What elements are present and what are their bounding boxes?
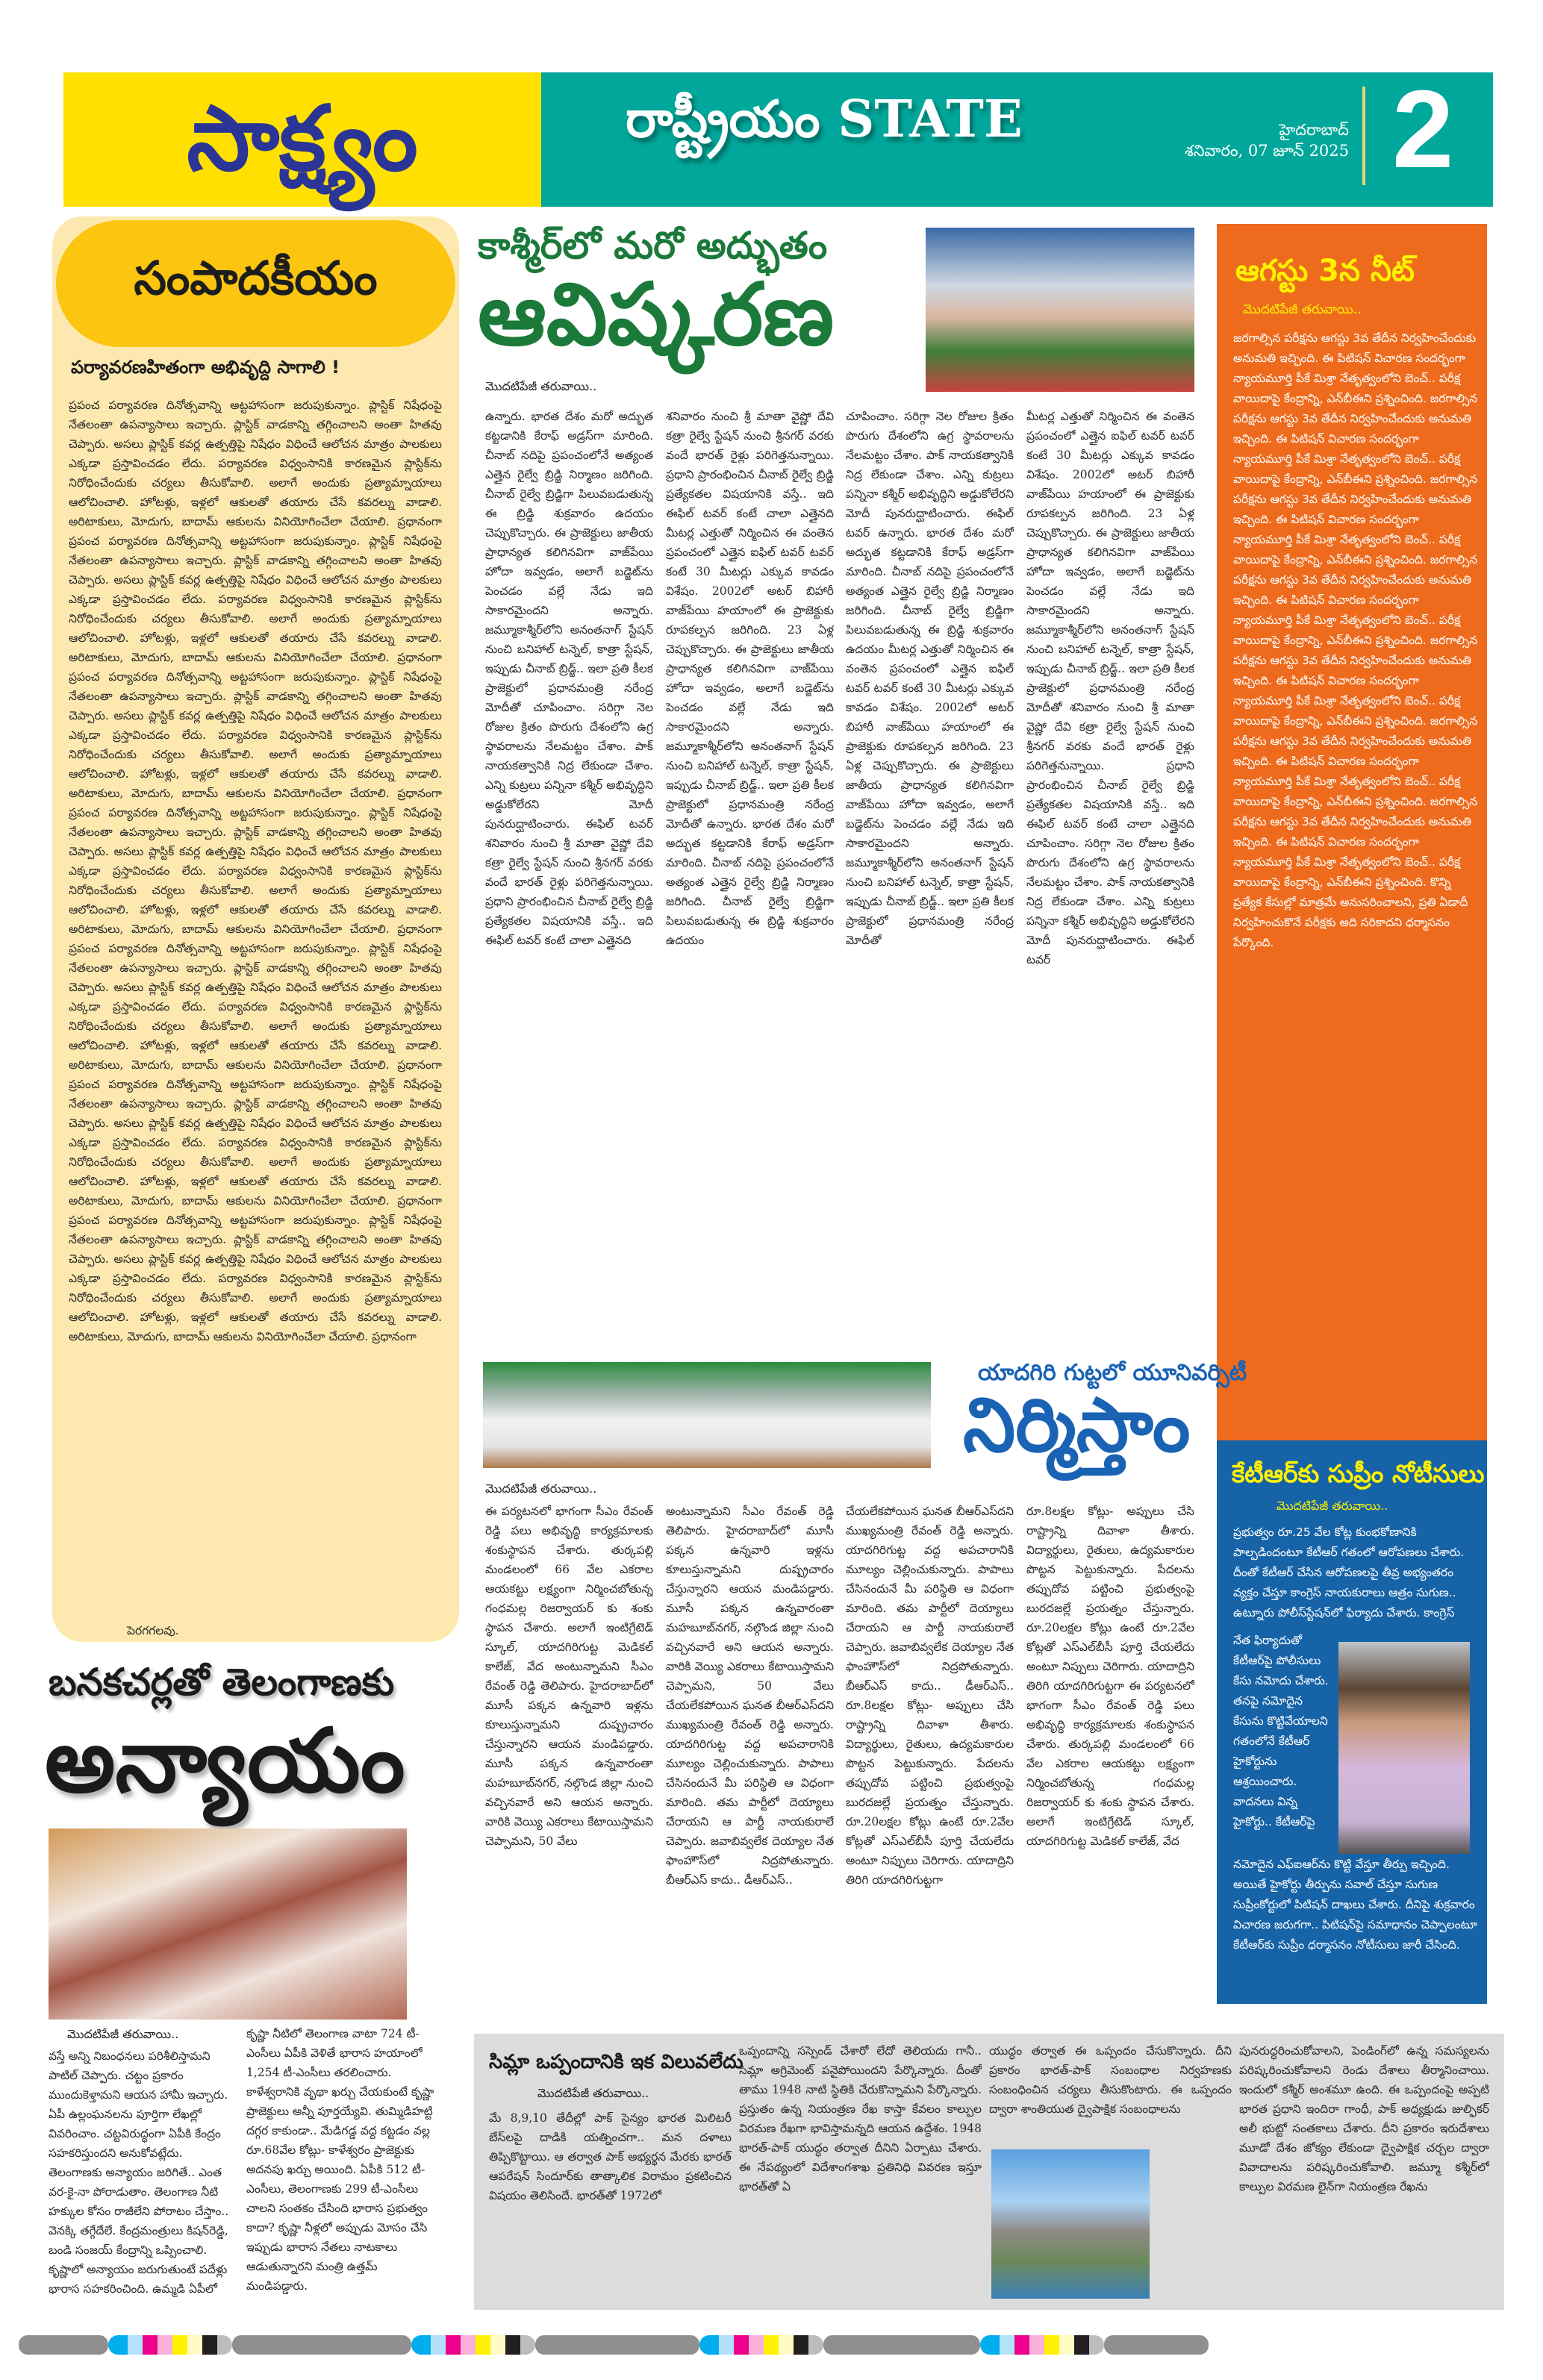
- editorial-text-repeat: ప్రపంచ పర్యావరణ దినోత్సవాన్ని అట్టహాసంగా జరుపుకున్నాం. ప్లాస్టిక్ నిషేధంపై నేతలంతా ఉపన్యాసాలు ఇచ్చారు. ప్లాస్టిక్ వాడకాన్ని తగ్గించాలని అంతా హితవు చెప్పారు. అసలు ప్లాస్టిక్ కవర్ల ఉత్పత్తిపై నిషేధం విధించే ఆలోచన మాత్రం పాలకులు ఎక్కడా ప్రస్తావించడం లేదు. పర్యావరణ విధ్వంసానికి కారణమైన ప్లాస్టిక్‌ను నిరోధించేందుకు చర్యలు తీసుకోవాలి. అలాగే అందుకు ప్రత్యామ్నాయాలు ఆలోచించాలి. హోటళ్లు, ఇళ్లలో ఆకులతో తయారు చేసే కవరల్ను వాడాలి. అరిటాకులు, మోదుగు, బాదామ్ ఆకులను వినియోగించేలా చేయాలి. ప్రధానంగా: [69, 942, 442, 1072]
- editorial-label-pill: [56, 220, 455, 347]
- registration-color-swatch: [1059, 2335, 1074, 2355]
- registration-color-swatch: [143, 2335, 158, 2355]
- uni-col-text: రూ.8లక్షల కోట్లు- అప్పులు చేసి రాష్ట్రాన్ని దివాళా తీశారు. విద్యార్థులు, రైతులు, ఉద్యమకారుల పొట్టన పెట్టుకున్నారు. పేదలను తప్పుదోవ పట్టించి ప్రభుత్వంపై బురదజల్లే ప్రయత్నం చేస్తున్నారు. రూ.20లక్షల కోట్లు ఉంటే రూ.2వేల కోట్లతో ఎస్ఎల్‌బీసీ పూర్తి చేయలేదు అంటూ నిప్పులు చెరిగారు. యాదాద్రిని తిరిగి యాదగిరిగుట్టగా: [1026, 1505, 1194, 1693]
- ktr-ending: నమోదైన ఎఫ్ఐఆర్‌ను కొట్టి వేస్తూ తీర్పు ఇచ్చింది. అయితే హైకోర్టు తీర్పును సవాల్ చేస్తూ సుగుణ సుప్రీంకోర్టులో పిటిషన్ దాఖలు చేశారు. దీనిపై శుక్రవారం విచారణ జరుగగా.. పిటిషన్‌పై సమాధానం చెప్పాలంటూ కేటీఆర్‌కు సుప్రీం ధర్మాసనం నోటీసులు జారీ చేసింది.: [1233, 1858, 1477, 1952]
- registration-color-swatch: [476, 2335, 490, 2355]
- registration-color-swatch: [1029, 2335, 1044, 2355]
- neet-text: జరగాల్సిన పరీక్షను ఆగస్టు 3వ తేదీన నిర్వహించేందుకు అనుమతి ఇచ్చింది. ఈ పిటిషన్ విచారణ సందర్భంగా న్యాయమూర్తి పీకే మిశ్రా నేతృత్వంలోని బెంచ్.. పరీక్ష వాయిదాపై కేంద్రాన్ని, ఎన్‌బీఈని ప్రశ్నించింది.: [1233, 392, 1478, 486]
- lead-photo: [926, 228, 1194, 392]
- logo-text: సాక్ష్యం: [187, 87, 418, 191]
- uni-col-text: అంటున్నామని సీఎం రేవంత్ రెడ్డి తెలిపారు. హైదరాబాద్‌లో మూసీ పక్కన ఉన్నవారి ఇళ్లను కూలుస్తున్నామని దుష్ప్రచారం చేస్తున్నారని ఆయన మండిపడ్డారు. మూసీ పక్కన ఉన్నవారంతా మహబూబ్‌నగర్, నల్గొండ జిల్లా నుంచి వచ్చినవారే అని ఆయన అన్నారు. వారికి వెయ్యి ఎకరాలు కేటాయిస్తామని చెప్పామని, 50 వేలు: [485, 1660, 653, 1848]
- banakacherla-column-2: కృష్ణా నీటిలో తెలంగాణ వాటా 724 టీ-ఎంసీలు ఏపీకి వెళితే భారాస హయాంలో 1,254 టీ-ఎంసీలు తరలించారు. కాళేశ్వరానికి వృథా ఖర్చు చేయకుంటే కృష్ణా ప్రాజెక్టులు అన్నీ పూర్తయ్యేవి. తుమ్మిడిహట్టి దగ్గర కాకుండా.. మేడిగడ్డ వద్ద కట్టడం వల్ల రూ.68వేల కోట్లు- కాళేశ్వరం ప్రాజెక్టుకు అదనపు ఖర్చు అయింది. ఏపీకి 512 టీ-ఎంసీలు, తెలంగాణకు 299 టీ-ఎంసీలు చాలని సంతకం చేసింది భారాస ప్రభుత్వం కాదా? కృష్ణా నీళ్లలో అప్పుడు మోసం చేసి ఇప్పుడు భారాస నేతలు నాటకాలు ఆడుతున్నారని మంత్రి ఉత్తమ్ మండిపడ్డారు.: [246, 2027, 434, 2293]
- editorial-text-repeat: ప్రపంచ పర్యావరణ దినోత్సవాన్ని అట్టహాసంగా జరుపుకున్నాం. ప్లాస్టిక్ నిషేధంపై నేతలంతా ఉపన్యాసాలు ఇచ్చారు. ప్లాస్టిక్ వాడకాన్ని తగ్గించాలని అంతా హితవు చెప్పారు. అసలు ప్లాస్టిక్ కవర్ల ఉత్పత్తిపై నిషేధం విధించే ఆలోచన మాత్రం పాలకులు ఎక్కడా ప్రస్తావించడం లేదు. పర్యావరణ విధ్వంసానికి కారణమైన ప్లాస్టిక్‌ను నిరోధించేందుకు చర్యలు తీసుకోవాలి. అలాగే అందుకు ప్రత్యామ్నాయాలు ఆలోచించాలి. హోటళ్లు, ఇళ్లలో ఆకులతో తయారు చేసే కవరల్ను వాడాలి. అరిటాకులు, మోదుగు, బాదామ్ ఆకులను వినియోగించేలా చేయాలి. ప్రధానంగా: [69, 1078, 442, 1208]
- registration-grey-block: [1104, 2335, 1209, 2355]
- simla-column-1: మే 8,9,10 తేదీల్లో పాక్ సైన్యం భారత మిలిటరీ బేస్‌లపై దాడికి యత్నించగా.. మన దళాలు తిప్పికొట్టాయి. ఆ తర్వాత పాక్ అభ్యర్థన మేరకు భారత్ ఆపరేషన్ సిందూర్‌కు తాత్కాలిక విరామం ప్రకటించిన విషయం తెలిసిందే. భారత్‌తో 1972లో: [489, 2111, 732, 2202]
- ktr-continued: మొదటిపేజీ తరువాయి..: [1277, 1499, 1388, 1513]
- simla-photo: [991, 2149, 1150, 2299]
- masthead-logo: [63, 72, 541, 207]
- registration-color-swatch: [217, 2335, 232, 2355]
- banakacherla-headline: అన్యాయం: [45, 1709, 405, 1812]
- banakacherla-continued: మొదటిపేజీ తరువాయి..: [67, 2027, 179, 2041]
- registration-color-swatch: [808, 2335, 823, 2355]
- registration-color-swatch: [749, 2335, 764, 2355]
- editorial-text-repeat: ప్రపంచ పర్యావరణ దినోత్సవాన్ని అట్టహాసంగా జరుపుకున్నాం. ప్లాస్టిక్ నిషేధంపై నేతలంతా ఉపన్యాసాలు ఇచ్చారు. ప్లాస్టిక్ వాడకాన్ని తగ్గించాలని అంతా హితవు చెప్పారు. అసలు ప్లాస్టిక్ కవర్ల ఉత్పత్తిపై నిషేధం విధించే ఆలోచన మాత్రం పాలకులు ఎక్కడా ప్రస్తావించడం లేదు. పర్యావరణ విధ్వంసానికి కారణమైన ప్లాస్టిక్‌ను నిరోధించేందుకు చర్యలు తీసుకోవాలి. అలాగే అందుకు ప్రత్యామ్నాయాలు ఆలోచించాలి. హోటళ్లు, ఇళ్లలో ఆకులతో తయారు చేసే కవరల్ను వాడాలి. అరిటాకులు, మోదుగు, బాదామ్ ఆకులను వినియోగించేలా చేయాలి. ప్రధానంగా: [69, 806, 442, 936]
- neet-headline: ఆగస్టు 3న నీట్: [1235, 254, 1415, 288]
- uni-col-text: రూ.8లక్షల కోట్లు- అప్పులు చేసి రాష్ట్రాన్ని దివాళా తీశారు. విద్యార్థులు, రైతులు, ఉద్యమకారుల పొట్టన పెట్టుకున్నారు. పేదలను తప్పుదోవ పట్టించి ప్రభుత్వంపై బురదజల్లే ప్రయత్నం చేస్తున్నారు. రూ.20లక్షల కోట్లు ఉంటే రూ.2వేల కోట్లతో ఎస్ఎల్‌బీసీ పూర్తి చేయలేదు అంటూ నిప్పులు చెరిగారు. యాదాద్రిని తిరిగి యాదగిరిగుట్టగా: [846, 1699, 1014, 1887]
- neet-text: జరగాల్సిన పరీక్షను ఆగస్టు 3వ తేదీన నిర్వహించేందుకు అనుమతి ఇచ్చింది. ఈ పిటిషన్ విచారణ సందర్భంగా న్యాయమూర్తి పీకే మిశ్రా నేతృత్వంలోని బెంచ్.. పరీక్ష వాయిదాపై కేంద్రాన్ని, ఎన్‌బీఈని ప్రశ్నించింది.: [1233, 795, 1478, 889]
- registration-color-swatch: [461, 2335, 476, 2355]
- neet-continued: మొదటిపేజీ తరువాయి..: [1243, 302, 1362, 317]
- lead-col-text: చూపించాం. సరిగ్గా నెల రోజుల క్రితం పొరుగు దేశంలోని ఉగ్ర స్థావరాలను నేలమట్టం చేశాం. పాక్ నాయకత్వానికి నిద్ర లేకుండా చేశాం. ఎన్ని కుట్రలు పన్నినా కశ్మీర్ అభివృద్ధిని అడ్డుకోలేరని మోదీ పునరుద్ఘాటించారు. ఈఫిల్ టవర్: [1026, 837, 1194, 966]
- lead-continued: మొదటిపేజీ తరువాయి..: [485, 379, 597, 393]
- registration-color-swatch: [734, 2335, 749, 2355]
- lead-col-text: చూపించాం. సరిగ్గా నెల రోజుల క్రితం పొరుగు దేశంలోని ఉగ్ర స్థావరాలను నేలమట్టం చేశాం. పాక్ నాయకత్వానికి నిద్ర లేకుండా చేశాం. ఎన్ని కుట్రలు పన్నినా కశ్మీర్ అభివృద్ధిని అడ్డుకోలేరని మోదీ పునరుద్ఘాటించారు. ఈఫిల్ టవర్: [485, 701, 653, 831]
- lead-column-4: [1026, 407, 1194, 1325]
- university-continued: మొదటిపేజీ తరువాయి..: [485, 1481, 597, 1496]
- editorial-text-repeat: ప్రపంచ పర్యావరణ దినోత్సవాన్ని అట్టహాసంగా జరుపుకున్నాం. ప్లాస్టిక్ నిషేధంపై నేతలంతా ఉపన్యాసాలు ఇచ్చారు. ప్లాస్టిక్ వాడకాన్ని తగ్గించాలని అంతా హితవు చెప్పారు. అసలు ప్లాస్టిక్ కవర్ల ఉత్పత్తిపై నిషేధం విధించే ఆలోచన మాత్రం పాలకులు ఎక్కడా ప్రస్తావించడం లేదు. పర్యావరణ విధ్వంసానికి కారణమైన ప్లాస్టిక్‌ను నిరోధించేందుకు చర్యలు తీసుకోవాలి. అలాగే అందుకు ప్రత్యామ్నాయాలు ఆలోచించాలి. హోటళ్లు, ఇళ్లలో ఆకులతో తయారు చేసే కవరల్ను వాడాలి. అరిటాకులు, మోదుగు, బాదామ్ ఆకులను వినియోగించేలా చేయాలి. ప్రధానంగా: [69, 1214, 442, 1343]
- lead-col-text: ఉన్నారు. భారత దేశం మరో అద్భుత కట్టడానికి కేరాఫ్ అడ్రస్‌గా మారింది. చీనాబ్ నదిపై ప్రపంచంలోనే అత్యంత ఎత్తైన రైల్వే బ్రిడ్జి నిర్మాణం జరిగింది. చీనాబ్ రైల్వే బ్రిడ్జిగా పిలువబడుతున్న ఈ బ్రిడ్జి శుక్రవారం ఉదయం: [485, 410, 653, 520]
- uni-col-text: ఈ పర్యటనలో భాగంగా సీఎం రేవంత్ రెడ్డి పలు అభివృద్ధి కార్యక్రమాలకు శంకుస్థాపన చేశారు. తుర్కపల్లి మండలంలో 66 వేల ఎకరాల ఆయకట్టు లక్ష్యంగా నిర్మించబోతున్న గంధమల్ల రిజర్వాయర్ కు శంకు స్థాపన చేశారు. అలాగే ఇంటిగ్రేటెడ్ స్కూల్, యాదగిరిగుట్ట మెడికల్ కాలేజ్, వేద: [1026, 1679, 1194, 1848]
- lead-col-text: ఉన్నారు. భారత దేశం మరో అద్భుత కట్టడానికి కేరాఫ్ అడ్రస్‌గా మారింది. చీనాబ్ నదిపై ప్రపంచంలోనే అత్యంత ఎత్తైన రైల్వే బ్రిడ్జి నిర్మాణం జరిగింది. చీనాబ్ రైల్వే బ్రిడ్జిగా పిలువబడుతున్న ఈ బ్రిడ్జి శుక్రవారం ఉదయం: [846, 526, 1014, 656]
- registration-color-swatch: [202, 2335, 217, 2355]
- page-number: 2: [1392, 68, 1454, 191]
- lead-col-text: శనివారం నుంచి శ్రీ మాతా వైష్ణో దేవి కత్రా రైల్వే స్టేషన్ నుంచి శ్రీనగర్ వరకు వందే భారత్ రైళ్లు పరిగెత్తనున్నాయి. ప్రధాని ప్రారంభించిన చీనాబ్ రైల్వే బ్రిడ్జి ప్రత్యేకతల విషయానికి వస్తే.. ఇది ఈఫిల్ టవర్ కంటే చాలా ఎత్తైనది: [666, 410, 834, 520]
- registration-color-swatch: [446, 2335, 461, 2355]
- lead-col-text: చెప్పుకొచ్చారు. ఈ ప్రాజెక్టులు జాతీయ ప్రాధాన్యత కలిగినవిగా వాజ్‌పేయి హోదా ఇవ్వడం, అలాగే బడ్జెట్‌ను పెంచడం వల్లే నేడు ఇది సాకారమైందని అన్నారు. జమ్మూకాశ్మీర్‌లోని అనంతనాగ్ స్టేషన్ నుంచి బనిహాల్ టన్నెల్, కాత్రా స్టేషన్, ఇప్పుడు చీనాబ్ బ్రిడ్జ్.. ఇలా ప్రతి కీలక ప్రాజెక్టులో ప్రధానమంత్రి నరేంద్ర మోదీతో: [666, 643, 834, 831]
- registration-color-swatch: [431, 2335, 446, 2355]
- city: హైదరాబాద్: [1279, 121, 1349, 139]
- registration-grey-block: [535, 2335, 699, 2355]
- banakacherla-photo: [49, 1828, 407, 2020]
- registration-color-swatch: [980, 2335, 1000, 2355]
- uni-col-text: చేయలేకపోయిన ఘనత బీఆర్ఎస్‌దని ముఖ్యమంత్రి రేవంత్ రెడ్డి అన్నారు. యాదగిరిగుట్ట వద్ద అపచారానికి మూల్యం చెల్లించుకున్నారు. పాపాలు చేసినందునే మీ పరిస్థితి ఆ విధంగా మారింది. తమ పార్టీలో దెయ్యాలు చేరాయని ఆ పార్టీ నాయకురాలే చెప్పారు. జవాబివ్వలేక దెయ్యాల నేత ఫాంహౌస్‌లో నిద్రపోతున్నారు. బీఆర్ఎస్ కాదు.. డీఆర్ఎస్..: [666, 1699, 834, 1887]
- university-column-3: [846, 1502, 1014, 2017]
- dateline: [1185, 119, 1349, 162]
- registration-color-swatch: [764, 2335, 779, 2355]
- registration-grey-block: [232, 2335, 411, 2355]
- lead-column-2: [666, 407, 834, 1325]
- ktr-photo: [1338, 1642, 1470, 1854]
- date: శనివారం, 07 జూన్ 2025: [1185, 142, 1349, 160]
- neet-text: జరగాల్సిన పరీక్షను ఆగస్టు 3వ తేదీన నిర్వహించేందుకు అనుమతి ఇచ్చింది. ఈ పిటిషన్ విచారణ సందర్భంగా న్యాయమూర్తి పీకే మిశ్రా నేతృత్వంలోని బెంచ్.. పరీక్ష వాయిదాపై కేంద్రాన్ని, ఎన్‌బీఈని ప్రశ్నించింది.: [1233, 634, 1478, 728]
- simla-continued: మొదటిపేజీ తరువాయి..: [537, 2086, 649, 2100]
- neet-text: జరగాల్సిన పరీక్షను ఆగస్టు 3వ తేదీన నిర్వహించేందుకు అనుమతి ఇచ్చింది. ఈ పిటిషన్ విచారణ సందర్భంగా న్యాయమూర్తి పీకే మిశ్రా నేతృత్వంలోని బెంచ్.. పరీక్ష వాయిదాపై కేంద్రాన్ని, ఎన్‌బీఈని ప్రశ్నించింది.: [1233, 472, 1478, 566]
- university-column-1: [485, 1502, 653, 2017]
- registration-color-swatch: [1014, 2335, 1029, 2355]
- registration-color-swatch: [505, 2335, 520, 2355]
- lead-headline: ఆవిష్కరణ: [478, 265, 835, 365]
- lead-col-text: ఉన్నారు. భారత దేశం మరో అద్భుత కట్టడానికి కేరాఫ్ అడ్రస్‌గా మారింది. చీనాబ్ నదిపై ప్రపంచంలోనే అత్యంత ఎత్తైన రైల్వే బ్రిడ్జి నిర్మాణం జరిగింది. చీనాబ్ రైల్వే బ్రిడ్జిగా పిలువబడుతున్న ఈ బ్రిడ్జి శుక్రవారం ఉదయం: [666, 817, 834, 947]
- university-headline: నిర్మిస్తాం: [963, 1381, 1191, 1469]
- simla-column-4: పునరుద్ధరించుకోవాలని, పెండింగ్‌లో ఉన్న సమస్యలను పరిష్కరించుకోవాలని రెండు దేశాలు తీర్మానించాయి. ఇందులో కశ్మీర్ అంశమూ ఉంది. ఈ ఒప్పందంపై అప్పటి భారత ప్రధాని ఇందిరా గాంధీ, పాక్ అధ్యక్షుడు జుల్ఫికర్ అలీ భుట్టో సంతకాలు చేశారు. దీని ప్రకారం ఇరుదేశాలు మూడో దేశం జోక్యం లేకుండా ద్వైపాక్షిక చర్చల ద్వారా వివాదాలను పరిష్కరించుకోవాలి. జమ్మూ కశ్మీర్‌లో కాల్పుల విరమణ లైన్‌గా నియంత్రణ రేఖను: [1239, 2044, 1489, 2193]
- editorial-text-repeat: ప్రపంచ పర్యావరణ దినోత్సవాన్ని అట్టహాసంగా జరుపుకున్నాం. ప్లాస్టిక్ నిషేధంపై నేతలంతా ఉపన్యాసాలు ఇచ్చారు. ప్లాస్టిక్ వాడకాన్ని తగ్గించాలని అంతా హితవు చెప్పారు. అసలు ప్లాస్టిక్ కవర్ల ఉత్పత్తిపై నిషేధం విధించే ఆలోచన మాత్రం పాలకులు ఎక్కడా ప్రస్తావించడం లేదు. పర్యావరణ విధ్వంసానికి కారణమైన ప్లాస్టిక్‌ను నిరోధించేందుకు చర్యలు తీసుకోవాలి. అలాగే అందుకు ప్రత్యామ్నాయాలు ఆలోచించాలి. హోటళ్లు, ఇళ్లలో ఆకులతో తయారు చేసే కవరల్ను వాడాలి. అరిటాకులు, మోదుగు, బాదామ్ ఆకులను వినియోగించేలా చేయాలి. ప్రధానంగా: [69, 534, 442, 664]
- neet-ending: కొన్ని ప్రత్యేక కేసుల్లో మాత్రమే అనుసరించాలని, ప్రతి ఏడాదీ నిర్వహించుకొనే పరీక్షకు అది సరికాదని ధర్మాసనం పేర్కొంది.: [1233, 875, 1468, 949]
- print-registration-bar: [19, 2334, 1527, 2355]
- registration-grey-block: [823, 2335, 980, 2355]
- lead-col-text: చెప్పుకొచ్చారు. ఈ ప్రాజెక్టులు జాతీయ ప్రాధాన్యత కలిగినవిగా వాజ్‌పేయి హోదా ఇవ్వడం, అలాగే బడ్జెట్‌ను పెంచడం వల్లే నేడు ఇది సాకారమైందని అన్నారు. జమ్మూకాశ్మీర్‌లోని అనంతనాగ్ స్టేషన్ నుంచి బనిహాల్ టన్నెల్, కాత్రా స్టేషన్, ఇప్పుడు చీనాబ్ బ్రిడ్జ్.. ఇలా ప్రతి కీలక ప్రాజెక్టులో ప్రధానమంత్రి నరేంద్ర మోదీతో: [846, 759, 1014, 947]
- lead-col-text: మీటర్ల ఎత్తుతో నిర్మించిన ఈ వంతెన ప్రపంచంలో ఎత్తైన ఐఫిల్ టవర్ టవర్ కంటే 30 మీటర్లు ఎక్కువ కావడం విశేషం. 2002లో అటర్ బిహారీ వాజ్‌పేయి హయాంలో ఈ ప్రాజెక్టుకు రూపకల్పన జరిగింది. 23 ఏళ్ల: [1026, 410, 1194, 520]
- university-kicker: యాదగిరి గుట్టలో యూనివర్సిటీ: [978, 1360, 1247, 1386]
- university-photo: [483, 1362, 931, 1468]
- registration-color-swatch: [128, 2335, 143, 2355]
- uni-col-text: అంటున్నామని సీఎం రేవంత్ రెడ్డి తెలిపారు. హైదరాబాద్‌లో మూసీ పక్కన ఉన్నవారి ఇళ్లను కూలుస్తున్నామని దుష్ప్రచారం చేస్తున్నారని ఆయన మండిపడ్డారు. మూసీ పక్కన ఉన్నవారంతా మహబూబ్‌నగర్, నల్గొండ జిల్లా నుంచి వచ్చినవారే అని ఆయన అన్నారు. వారికి వెయ్యి ఎకరాలు కేటాయిస్తామని చెప్పామని, 50 వేలు: [666, 1505, 834, 1693]
- university-column-2: [666, 1502, 834, 2017]
- registration-color-swatch: [158, 2335, 172, 2355]
- registration-color-swatch: [411, 2335, 431, 2355]
- registration-color-swatch: [520, 2335, 535, 2355]
- simla-column-3: యుద్ధం తర్వాత ఈ ఒప్పందం చేసుకొన్నారు. దీని ప్రకారం భారత్-పాక్ సంబంధాల నిర్వహణకు సంబంధించిన చర్యలు తీసుకొంటారు. ఈ ఒప్పందం ద్వారా శాంతియుత ద్వైపాక్షిక సంబంధాలను: [989, 2044, 1232, 2116]
- lead-col-text: మీటర్ల ఎత్తుతో నిర్మించిన ఈ వంతెన ప్రపంచంలో ఎత్తైన ఐఫిల్ టవర్ టవర్ కంటే 30 మీటర్లు ఎక్కువ కావడం విశేషం. 2002లో అటర్ బిహారీ వాజ్‌పేయి హయాంలో ఈ ప్రాజెక్టుకు రూపకల్పన జరిగింది. 23 ఏళ్ల: [846, 643, 1014, 772]
- registration-color-swatch: [172, 2335, 187, 2355]
- editorial-headline: పర్యావరణహితంగా అభివృద్ది సాగాలి !: [71, 357, 340, 378]
- registration-color-swatch: [1074, 2335, 1089, 2355]
- lead-col-text: మీటర్ల ఎత్తుతో నిర్మించిన ఈ వంతెన ప్రపంచంలో ఎత్తైన ఐఫిల్ టవర్ టవర్ కంటే 30 మీటర్లు ఎక్కువ కావడం విశేషం. 2002లో అటర్ బిహారీ వాజ్‌పేయి హయాంలో ఈ ప్రాజెక్టుకు రూపకల్పన జరిగింది. 23 ఏళ్ల: [666, 526, 834, 637]
- neet-text: జరగాల్సిన పరీక్షను ఆగస్టు 3వ తేదీన నిర్వహించేందుకు అనుమతి ఇచ్చింది. ఈ పిటిషన్ విచారణ సందర్భంగా న్యాయమూర్తి పీకే మిశ్రా నేతృత్వంలోని బెంచ్.. పరీక్ష వాయిదాపై కేంద్రాన్ని, ఎన్‌బీఈని ప్రశ్నించింది.: [1233, 553, 1478, 647]
- editorial-label: సంపాదకీయం: [134, 251, 378, 305]
- neet-text: జరగాల్సిన పరీక్షను ఆగస్టు 3వ తేదీన నిర్వహించేందుకు అనుమతి ఇచ్చింది. ఈ పిటిషన్ విచారణ సందర్భంగా న్యాయమూర్తి పీకే మిశ్రా నేతృత్వంలోని బెంచ్.. పరీక్ష వాయిదాపై కేంద్రాన్ని, ఎన్‌బీఈని ప్రశ్నించింది.: [1233, 714, 1478, 808]
- registration-color-swatch: [699, 2335, 719, 2355]
- registration-color-swatch: [719, 2335, 734, 2355]
- lead-col-text: చెప్పుకొచ్చారు. ఈ ప్రాజెక్టులు జాతీయ ప్రాధాన్యత కలిగినవిగా వాజ్‌పేయి హోదా ఇవ్వడం, అలాగే బడ్జెట్‌ను పెంచడం వల్లే నేడు ఇది సాకారమైందని అన్నారు. జమ్మూకాశ్మీర్‌లోని అనంతనాగ్ స్టేషన్ నుంచి బనిహాల్ టన్నెల్, కాత్రా స్టేషన్, ఇప్పుడు చీనాబ్ బ్రిడ్జ్.. ఇలా ప్రతి కీలక ప్రాజెక్టులో ప్రధానమంత్రి నరేంద్ర మోదీతో: [485, 526, 653, 714]
- registration-color-swatch: [1089, 2335, 1104, 2355]
- registration-color-swatch: [187, 2335, 202, 2355]
- lead-col-text: శనివారం నుంచి శ్రీ మాతా వైష్ణో దేవి కత్రా రైల్వే స్టేషన్ నుంచి శ్రీనగర్ వరకు వందే భారత్ రైళ్లు పరిగెత్తనున్నాయి. ప్రధాని ప్రారంభించిన చీనాబ్ రైల్వే బ్రిడ్జి ప్రత్యేకతల విషయానికి వస్తే.. ఇది ఈఫిల్ టవర్ కంటే చాలా ఎత్తైనది: [1026, 701, 1194, 831]
- editorial-body: [69, 396, 442, 1620]
- registration-color-swatch: [108, 2335, 128, 2355]
- neet-body: [1233, 328, 1480, 1373]
- simla-column-2: ఒప్పందాన్ని సస్పెండ్ చేశారో లేదో తెలియదు గానీ.. సిమ్లా అగ్రిమెంట్ పనైపోయిందని పేర్కొన్నారు. దీంతో తాము 1948 నాటి స్థితికి చేరుకొన్నామని పేర్కొన్నారు. ప్రస్తుతం ఉన్న నియంత్రణ రేఖ కాస్తా కేవలం కాల్పుల విరమణ రేఖగా భావిస్తామన్నది ఆయన ఉద్దేశం. 1948 భారత్-పాక్ యుద్ధం తర్వాత దీనిని ఏర్పాటు చేశారు. ఈ నేపథ్యంలో విదేశాంగశాఖ ప్రతినిధి వివరణ ఇస్తూ భారత్‌తో ఏ: [739, 2044, 982, 2193]
- university-column-4: [1026, 1502, 1194, 2017]
- banakacherla-column-1: వస్తే అన్ని నిబంధనలు పరిశీలిస్తామని పాటిల్ చెప్పారు. చట్టం ప్రకారం ముందుకెళ్తామని ఆయన హామీ ఇచ్చారు. ఏపీ ఉల్లంఘనలను పూర్తిగా లేఖల్లో వివరించాం. చట్టవిరుద్ధంగా ఏపీకి కేంద్రం సహకరిస్తుందని అనుకోవట్లేదు. తెలంగాణకు అన్యాయం జరిగితే.. ఎంత వర-కై-నా పోరాడుతాం. తెలంగాణ నీటి హక్కుల కోసం రాజీలేని పోరాటం చేస్తాం.. వెనక్కి తగ్గేదేలే. కేంద్రమంత్రులు కిషన్‌రెడ్డి, బండి సంజయ్ కేంద్రాన్ని ఒప్పించాలి. కృష్ణాలో అన్యాయం జరుగుతుంటే పదేళ్లు భారాస సహకరించింది. ఉమ్మడి ఏపీలో: [49, 2049, 229, 2296]
- uni-col-text: చేయలేకపోయిన ఘనత బీఆర్ఎస్‌దని ముఖ్యమంత్రి రేవంత్ రెడ్డి అన్నారు. యాదగిరిగుట్ట వద్ద అపచారానికి మూల్యం చెల్లించుకున్నారు. పాపాలు చేసినందునే మీ పరిస్థితి ఆ విధంగా మారింది. తమ పార్టీలో దెయ్యాలు చేరాయని ఆ పార్టీ నాయకురాలే చెప్పారు. జవాబివ్వలేక దెయ్యాల నేత ఫాంహౌస్‌లో నిద్రపోతున్నారు. బీఆర్ఎస్ కాదు.. డీఆర్ఎస్..: [846, 1505, 1014, 1693]
- lead-col-text: చూపించాం. సరిగ్గా నెల రోజుల క్రితం పొరుగు దేశంలోని ఉగ్ర స్థావరాలను నేలమట్టం చేశాం. పాక్ నాయకత్వానికి నిద్ర లేకుండా చేశాం. ఎన్ని కుట్రలు పన్నినా కశ్మీర్ అభివృద్ధిని అడ్డుకోలేరని మోదీ పునరుద్ఘాటించారు. ఈఫిల్ టవర్: [846, 410, 1014, 540]
- editorial-ending: పెరగగలవు.: [127, 1624, 179, 1637]
- lead-column-3: [846, 407, 1014, 1325]
- registration-color-swatch: [1000, 2335, 1014, 2355]
- banakacherla-kicker: బనకచర్లతో తెలంగాణకు: [49, 1661, 395, 1704]
- lead-col-text: చెప్పుకొచ్చారు. ఈ ప్రాజెక్టులు జాతీయ ప్రాధాన్యత కలిగినవిగా వాజ్‌పేయి హోదా ఇవ్వడం, అలాగే బడ్జెట్‌ను పెంచడం వల్లే నేడు ఇది సాకారమైందని అన్నారు. జమ్మూకాశ్మీర్‌లోని అనంతనాగ్ స్టేషన్ నుంచి బనిహాల్ టన్నెల్, కాత్రా స్టేషన్, ఇప్పుడు చీనాబ్ బ్రిడ్జ్.. ఇలా ప్రతి కీలక ప్రాజెక్టులో ప్రధానమంత్రి నరేంద్ర మోదీతో: [1026, 526, 1194, 714]
- uni-col-text: ఈ పర్యటనలో భాగంగా సీఎం రేవంత్ రెడ్డి పలు అభివృద్ధి కార్యక్రమాలకు శంకుస్థాపన చేశారు. తుర్కపల్లి మండలంలో 66 వేల ఎకరాల ఆయకట్టు లక్ష్యంగా నిర్మించబోతున్న గంధమల్ల రిజర్వాయర్ కు శంకు స్థాపన చేశారు. అలాగే ఇంటిగ్రేటెడ్ స్కూల్, యాదగిరిగుట్ట మెడికల్ కాలేజ్, వేద: [485, 1505, 653, 1673]
- ktr-body-narrow: నేత ఫిర్యాదుతో కేటీఆర్‌పై పోలీసులు కేసు నమోదు చేశారు. తనపై నమోదైన కేసును కొట్టివేయాలని గతంలోనే కేటీఆర్ హైకోర్టును ఆశ్రయించారు. వాదనలు విన్న హైకోర్టు.. కేటీఆర్‌పై: [1233, 1634, 1329, 1828]
- registration-color-swatch: [490, 2335, 505, 2355]
- lead-column-1: [485, 407, 653, 1325]
- lead-col-text: శనివారం నుంచి శ్రీ మాతా వైష్ణో దేవి కత్రా రైల్వే స్టేషన్ నుంచి శ్రీనగర్ వరకు వందే భారత్ రైళ్లు పరిగెత్తనున్నాయి. ప్రధాని ప్రారంభించిన చీనాబ్ రైల్వే బ్రిడ్జి ప్రత్యేకతల విషయానికి వస్తే.. ఇది ఈఫిల్ టవర్ కంటే చాలా ఎత్తైనది: [485, 837, 653, 947]
- registration-grey-block: [19, 2335, 108, 2355]
- ktr-body: ప్రభుత్వం రూ.25 వేల కోట్ల కుంభకోణానికి పాల్పడిందంటూ కేటీఆర్ గతంలో ఆరోపణలు చేశారు. దీంతో కేటీఆర్ చేసిన ఆరోపణలపై తీవ్ర అభ్యంతరం వ్యక్తం చేస్తూ కాంగ్రెస్ నాయకురాలు ఆత్రం సుగుణ.. ఉట్నూరు పోలీస్‌స్టేషన్‌లో ఫిర్యాదు చేశారు. కాంగ్రెస్: [1233, 1525, 1465, 1620]
- ktr-headline: కేటీఆర్‌కు సుప్రీం నోటీసులు: [1232, 1459, 1485, 1488]
- registration-color-swatch: [794, 2335, 808, 2355]
- registration-color-swatch: [779, 2335, 794, 2355]
- lead-kicker: కాశ్మీర్‌లో మరో అద్భుతం: [478, 224, 828, 267]
- masthead-divider: [1362, 87, 1365, 185]
- neet-text: జరగాల్సిన పరీక్షను ఆగస్టు 3వ తేదీన నిర్వహించేందుకు అనుమతి ఇచ్చింది. ఈ పిటిషన్ విచారణ సందర్భంగా న్యాయమూర్తి పీకే మిశ్రా నేతృత్వంలోని బెంచ్.. పరీక్ష వాయిదాపై కేంద్రాన్ని, ఎన్‌బీఈని ప్రశ్నించింది.: [1233, 331, 1477, 405]
- section-title: రాష్ట్రీయం STATE: [626, 90, 1023, 149]
- editorial-text-repeat: ప్రపంచ పర్యావరణ దినోత్సవాన్ని అట్టహాసంగా జరుపుకున్నాం. ప్లాస్టిక్ నిషేధంపై నేతలంతా ఉపన్యాసాలు ఇచ్చారు. ప్లాస్టిక్ వాడకాన్ని తగ్గించాలని అంతా హితవు చెప్పారు. అసలు ప్లాస్టిక్ కవర్ల ఉత్పత్తిపై నిషేధం విధించే ఆలోచన మాత్రం పాలకులు ఎక్కడా ప్రస్తావించడం లేదు. పర్యావరణ విధ్వంసానికి కారణమైన ప్లాస్టిక్‌ను నిరోధించేందుకు చర్యలు తీసుకోవాలి. అలాగే అందుకు ప్రత్యామ్నాయాలు ఆలోచించాలి. హోటళ్లు, ఇళ్లలో ఆకులతో తయారు చేసే కవరల్ను వాడాలి. అరిటాకులు, మోదుగు, బాదామ్ ఆకులను వినియోగించేలా చేయాలి. ప్రధానంగా: [69, 670, 442, 800]
- registration-color-swatch: [1044, 2335, 1059, 2355]
- simla-headline: సిమ్లా ఒప్పందానికి ఇక విలువలేదు: [489, 2051, 744, 2073]
- editorial-text: ప్రపంచ పర్యావరణ దినోత్సవాన్ని అట్టహాసంగా జరుపుకున్నాం. ప్లాస్టిక్ నిషేధంపై నేతలంతా ఉపన్యాసాలు ఇచ్చారు. ప్లాస్టిక్ వాడకాన్ని తగ్గించాలని అంతా హితవు చెప్పారు. అసలు ప్లాస్టిక్ కవర్ల ఉత్పత్తిపై నిషేధం విధించే ఆలోచన మాత్రం పాలకులు ఎక్కడా ప్రస్తావించడం లేదు. పర్యావరణ విధ్వంసానికి కారణమైన ప్లాస్టిక్‌ను నిరోధించేందుకు చర్యలు తీసుకోవాలి. అలాగే అందుకు ప్రత్యామ్నాయాలు ఆలోచించాలి. హోటళ్లు, ఇళ్లలో ఆకులతో తయారు చేసే కవరల్ను వాడాలి. అరిటాకులు, మోదుగు, బాదామ్ ఆకులను వినియోగించేలా చేయాలి. ప్రధానంగా: [69, 399, 442, 528]
